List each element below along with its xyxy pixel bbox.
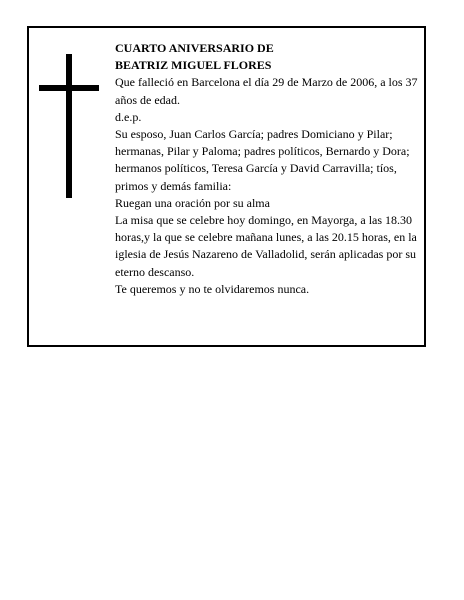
cross-horizontal-bar xyxy=(39,85,99,91)
prayer-request: Ruegan una oración por su alma xyxy=(115,195,270,210)
notice-text xyxy=(115,40,421,298)
closing-line: Te queremos y no te olvidaremos nunca. xyxy=(115,281,310,296)
obituary-notice xyxy=(27,26,426,347)
heading-line-1: CUARTO ANIVERSARIO DE xyxy=(115,41,274,55)
deceased-name: BEATRIZ MIGUEL FLORES xyxy=(115,58,272,73)
rest-in-peace: d.e.p. xyxy=(115,109,142,124)
mass-details: La misa que se celebre hoy domingo, en Mayorga, a las 18.30 horas,y la que se celebre mañana lunes, a las 20.15 horas, en la iglesia de Jesús Nazareno de Valladolid, serán aplicadas por su eterno descanso. xyxy=(115,213,417,279)
cross-icon xyxy=(39,54,99,198)
cross-vertical-bar xyxy=(66,54,72,198)
death-details: Que falleció en Barcelona el día 29 de Marzo de 2006, a los 37 años de edad. xyxy=(115,75,418,107)
family-list: Su esposo, Juan Carlos García; padres Domiciano y Pilar; hermanas, Pilar y Paloma; padres políticos, Bernardo y Dora; hermanos políticos, Teresa García y David Carravilla; tíos, primos y demás familia: xyxy=(115,127,410,193)
